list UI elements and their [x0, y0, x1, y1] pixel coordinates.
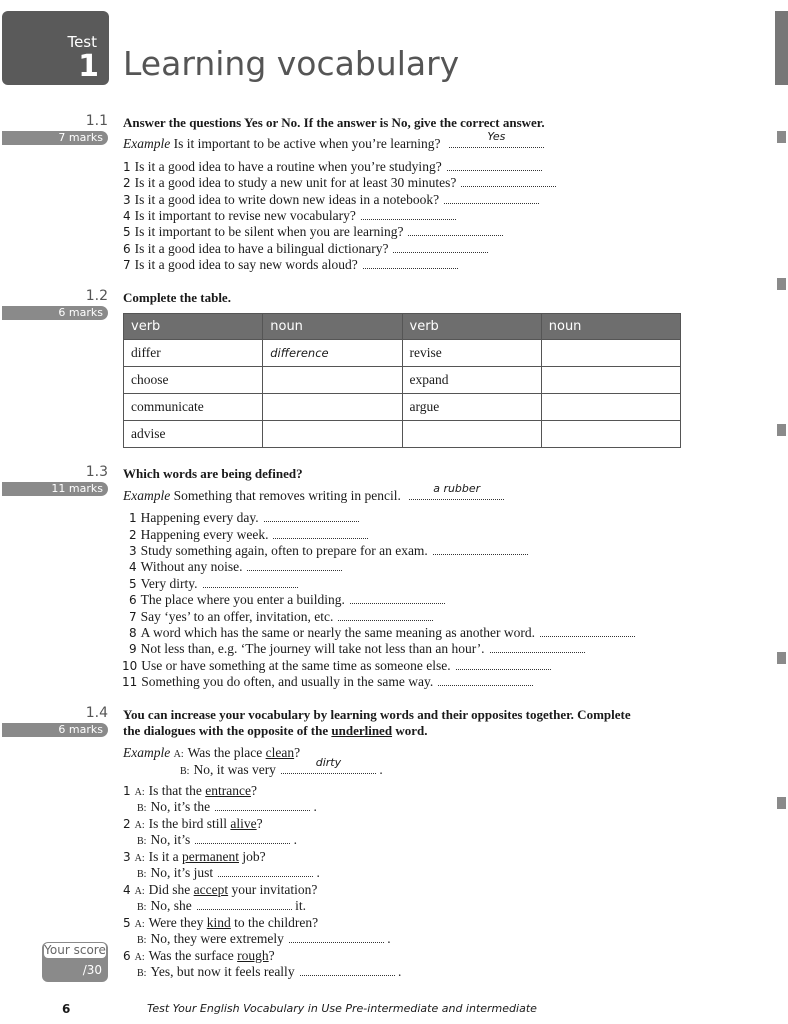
item-text: Is it important to be silent when you are learning? — [134, 224, 404, 239]
dialogue-a — [123, 882, 317, 898]
table-cell[interactable] — [263, 421, 402, 448]
item-number: 5 — [123, 225, 131, 239]
question-item — [123, 175, 556, 191]
example-answer: a rubber — [433, 482, 481, 495]
answer-blank[interactable] — [447, 159, 542, 171]
item-text: Something you do often, and usually in the same way. — [141, 674, 434, 689]
item-text: Happening every week. — [140, 527, 269, 542]
item-text: Not less than, e.g. ‘The journey will take not less than an hour’. — [140, 641, 485, 656]
dialogue-a — [123, 816, 263, 832]
item-number: 6 — [123, 242, 131, 256]
section-instruction: You can increase your vocabulary by learning words and their opposites together. Complete — [123, 707, 631, 722]
underlined-word: entrance — [205, 783, 251, 798]
item-number: 3 — [123, 850, 131, 864]
table-cell[interactable] — [263, 394, 402, 421]
score-total: /30 — [82, 963, 102, 977]
definition-item — [129, 527, 368, 543]
dialogue-text: Was the surface — [148, 948, 238, 963]
underlined-word: accept — [193, 882, 229, 897]
dialogue-text: your invitation? — [228, 882, 318, 897]
question-item — [123, 192, 539, 208]
handwritten-answer: difference — [270, 346, 329, 360]
item-number: 4 — [123, 883, 131, 897]
item-text: Is it a good idea to have a routine when you’re studying? — [134, 159, 442, 174]
dialogue-text: ? — [250, 783, 257, 798]
answer-blank[interactable] — [433, 543, 528, 555]
item-number: 1 — [129, 511, 137, 525]
item-text: The place where you enter a building. — [140, 592, 345, 607]
item-text: Is it a good idea to say new words aloud? — [134, 257, 358, 272]
item-number: 11 — [122, 675, 138, 689]
speaker-b: B: — [137, 935, 147, 946]
definition-item — [129, 576, 298, 592]
dialogue-text: ? — [256, 816, 263, 831]
question-item — [123, 159, 542, 175]
item-number: 10 — [122, 659, 138, 673]
question-item — [123, 208, 456, 224]
dialogue-text: Were they — [148, 915, 207, 930]
answer-blank[interactable] — [300, 964, 395, 976]
edge-marker — [777, 652, 786, 664]
table-cell: expand — [402, 367, 541, 394]
dialogue-b — [137, 964, 401, 980]
instruction-text: the dialogues with the opposite of the — [123, 723, 332, 738]
edge-marker — [777, 278, 786, 290]
definition-item — [129, 559, 342, 575]
dialogue-text: job? — [239, 849, 266, 864]
table-cell: choose — [124, 367, 263, 394]
underlined-word: rough — [237, 948, 269, 963]
column-header: verb — [124, 314, 263, 340]
test-badge — [2, 11, 109, 85]
item-number: 5 — [129, 577, 137, 591]
dialogue-a — [123, 948, 275, 964]
example-line — [123, 130, 544, 152]
answer-blank[interactable] — [215, 799, 310, 811]
answer-blank[interactable] — [273, 527, 368, 539]
answer-blank[interactable] — [361, 208, 456, 220]
score-label: Your score — [44, 943, 106, 957]
definition-item — [129, 543, 528, 559]
dialogue-text: No, it’s — [150, 832, 191, 847]
answer-blank[interactable] — [195, 832, 290, 844]
marks-badge: 6 marks — [2, 723, 108, 737]
answer-blank[interactable] — [264, 510, 359, 522]
question-item — [123, 241, 488, 257]
item-number: 4 — [123, 209, 131, 223]
item-number: 3 — [129, 544, 137, 558]
section-instruction: Answer the questions Yes or No. If the answer is No, give the correct answer. — [123, 115, 545, 130]
dialogue-text: . — [313, 799, 317, 814]
answer-blank[interactable] — [218, 865, 313, 877]
word-table — [123, 313, 681, 448]
item-number: 7 — [123, 258, 131, 272]
item-number: 7 — [129, 610, 137, 624]
example-answer: Yes — [487, 130, 506, 143]
speaker-b: B: — [137, 836, 147, 847]
edge-marker — [777, 797, 786, 809]
marks-badge: 11 marks — [2, 482, 108, 496]
table-row — [124, 367, 681, 394]
item-number: 5 — [123, 916, 131, 930]
item-text: Is it a good idea to study a new unit for at least 30 minutes? — [134, 175, 457, 190]
answer-blank[interactable] — [456, 658, 551, 670]
answer-blank[interactable] — [490, 641, 585, 653]
dialogue-text: No, it’s just — [150, 865, 214, 880]
edge-tab-bar — [775, 11, 788, 85]
edge-marker — [777, 131, 786, 143]
table-row — [124, 340, 681, 367]
item-text: Study something again, often to prepare for an exam. — [140, 543, 428, 558]
answer-blank[interactable] — [438, 674, 533, 686]
item-text: A word which has the same or nearly the same meaning as another word. — [140, 625, 536, 640]
table-cell[interactable] — [263, 340, 402, 367]
column-header: noun — [541, 314, 680, 340]
instruction-text: word. — [392, 723, 428, 738]
item-number: 1 — [123, 160, 131, 174]
dialogue-b — [137, 931, 391, 947]
example-label: Example — [123, 488, 171, 503]
book-title: Test Your English Vocabulary in Use Pre-intermediate and intermediate — [147, 1002, 537, 1015]
speaker-b: B: — [137, 803, 147, 814]
item-text: Is it a good idea to write down new ideas in a notebook? — [134, 192, 440, 207]
speaker-b: B: — [137, 869, 147, 880]
speaker-b: B: — [137, 968, 147, 979]
answer-blank[interactable] — [247, 559, 342, 571]
table-cell[interactable] — [263, 367, 402, 394]
item-text: Without any noise. — [140, 559, 243, 574]
speaker-a: A: — [173, 749, 184, 760]
item-number: 6 — [123, 949, 131, 963]
dialogue-text: Is that the — [148, 783, 206, 798]
example-line — [180, 756, 383, 778]
dialogue-text: . — [387, 931, 391, 946]
example-answer: dirty — [315, 756, 342, 769]
item-number: 9 — [129, 642, 137, 656]
definition-item — [122, 658, 551, 674]
answer-blank[interactable] — [197, 898, 292, 910]
item-number: 6 — [129, 593, 137, 607]
table-row — [124, 394, 681, 421]
item-text: Happening every day. — [140, 510, 259, 525]
page-title: Learning vocabulary — [123, 44, 460, 83]
item-number: 8 — [129, 626, 137, 640]
table-cell[interactable] — [541, 394, 680, 421]
score-box — [42, 942, 108, 982]
definition-item — [129, 625, 635, 641]
answer-blank[interactable] — [409, 482, 504, 500]
table-cell: advise — [124, 421, 263, 448]
question-item — [123, 257, 458, 273]
speaker-a: A: — [134, 853, 145, 864]
dialogue-text: No, she — [150, 898, 192, 913]
item-number: 2 — [123, 176, 131, 190]
answer-blank[interactable] — [393, 241, 488, 253]
answer-blank[interactable] — [203, 576, 298, 588]
speaker-a: A: — [134, 820, 145, 831]
underlined-word: alive — [230, 816, 257, 831]
item-number: 2 — [129, 528, 137, 542]
example-label: Example — [123, 745, 171, 760]
question-item — [123, 224, 503, 240]
test-label: Test — [67, 33, 97, 51]
table-cell[interactable] — [402, 421, 541, 448]
speaker-a: A: — [134, 886, 145, 897]
dialogue-text: . — [316, 865, 320, 880]
answer-blank[interactable] — [444, 192, 539, 204]
underlined-word: permanent — [182, 849, 239, 864]
answer-blank[interactable] — [540, 625, 635, 637]
test-number: 1 — [78, 49, 99, 84]
marks-badge: 7 marks — [2, 131, 108, 145]
section-number: 1.1 — [85, 113, 108, 129]
item-text: Use or have something at the same time as someone else. — [141, 658, 451, 673]
marks-badge: 6 marks — [2, 306, 108, 320]
speaker-b: B: — [180, 766, 190, 777]
dialogue-text: Yes, but now it feels really — [150, 964, 295, 979]
section-number: 1.4 — [85, 705, 108, 721]
dialogue-text: Is the bird still — [148, 816, 231, 831]
table-cell: argue — [402, 394, 541, 421]
dialogue-a — [123, 783, 257, 799]
instruction-underlined: underlined — [331, 723, 393, 738]
definition-item — [129, 592, 445, 608]
speaker-a: A: — [134, 787, 145, 798]
item-text: Is it important to revise new vocabulary? — [134, 208, 356, 223]
dialogue-a — [123, 849, 266, 865]
item-text: Is it a good idea to have a bilingual dictionary? — [134, 241, 389, 256]
example-line — [123, 482, 504, 504]
section-number: 1.3 — [85, 464, 108, 480]
underlined-word: clean — [265, 745, 295, 760]
item-text: Very dirty. — [140, 576, 198, 591]
table-cell: communicate — [124, 394, 263, 421]
table-cell: revise — [402, 340, 541, 367]
item-text: Say ‘yes’ to an offer, invitation, etc. — [140, 609, 334, 624]
answer-blank[interactable] — [449, 130, 544, 148]
dialogue-text: ? — [294, 745, 301, 760]
dialogue-text: Is it a — [148, 849, 183, 864]
dialogue-text: No, it’s the — [150, 799, 211, 814]
example-text: Is it important to be active when you’re learning? — [173, 136, 441, 151]
dialogue-text: . — [293, 832, 297, 847]
dialogue-a — [123, 915, 318, 931]
dialogue-text: to the children? — [230, 915, 319, 930]
table-header-row — [124, 314, 681, 340]
table-cell[interactable] — [541, 340, 680, 367]
page-number: 6 — [62, 1002, 71, 1016]
item-number: 2 — [123, 817, 131, 831]
answer-blank[interactable] — [338, 609, 433, 621]
section-instruction: Complete the table. — [123, 290, 231, 305]
dialogue-b — [137, 799, 317, 815]
answer-blank[interactable] — [350, 592, 445, 604]
answer-blank[interactable] — [363, 257, 458, 269]
example-text: Something that removes writing in pencil. — [173, 488, 401, 503]
dialogue-text: No, they were extremely — [150, 931, 284, 946]
dialogue-b — [137, 832, 297, 848]
table-row — [124, 421, 681, 448]
column-header: verb — [402, 314, 541, 340]
table-cell[interactable] — [541, 421, 680, 448]
item-number: 4 — [129, 560, 137, 574]
definition-item — [122, 674, 533, 690]
table-cell[interactable] — [541, 367, 680, 394]
edge-marker — [777, 424, 786, 436]
answer-blank[interactable] — [281, 756, 376, 774]
dialogue-text: Was the place — [187, 745, 266, 760]
section-instruction: Which words are being defined? — [123, 466, 303, 481]
table-cell: differ — [124, 340, 263, 367]
answer-blank[interactable] — [461, 175, 556, 187]
answer-blank[interactable] — [289, 931, 384, 943]
speaker-a: A: — [134, 919, 145, 930]
dialogue-b — [137, 898, 306, 914]
example-label: Example — [123, 136, 171, 151]
item-number: 1 — [123, 784, 131, 798]
definition-item — [129, 609, 433, 625]
dialogue-text: ? — [268, 948, 275, 963]
speaker-b: B: — [137, 902, 147, 913]
dialogue-b — [137, 865, 320, 881]
dialogue-text: it. — [295, 898, 306, 913]
speaker-a: A: — [134, 952, 145, 963]
example-line — [123, 745, 300, 761]
item-number: 3 — [123, 193, 131, 207]
definition-item — [129, 641, 585, 657]
answer-blank[interactable] — [408, 224, 503, 236]
dialogue-text: No, it was very — [193, 762, 276, 777]
section-number: 1.2 — [85, 288, 108, 304]
dialogue-text: . — [397, 964, 402, 979]
dialogue-text: . — [379, 762, 383, 777]
dialogue-text: Did she — [148, 882, 194, 897]
section-instruction — [123, 723, 427, 739]
underlined-word: kind — [206, 915, 231, 930]
definition-item — [129, 510, 359, 526]
column-header: noun — [263, 314, 402, 340]
